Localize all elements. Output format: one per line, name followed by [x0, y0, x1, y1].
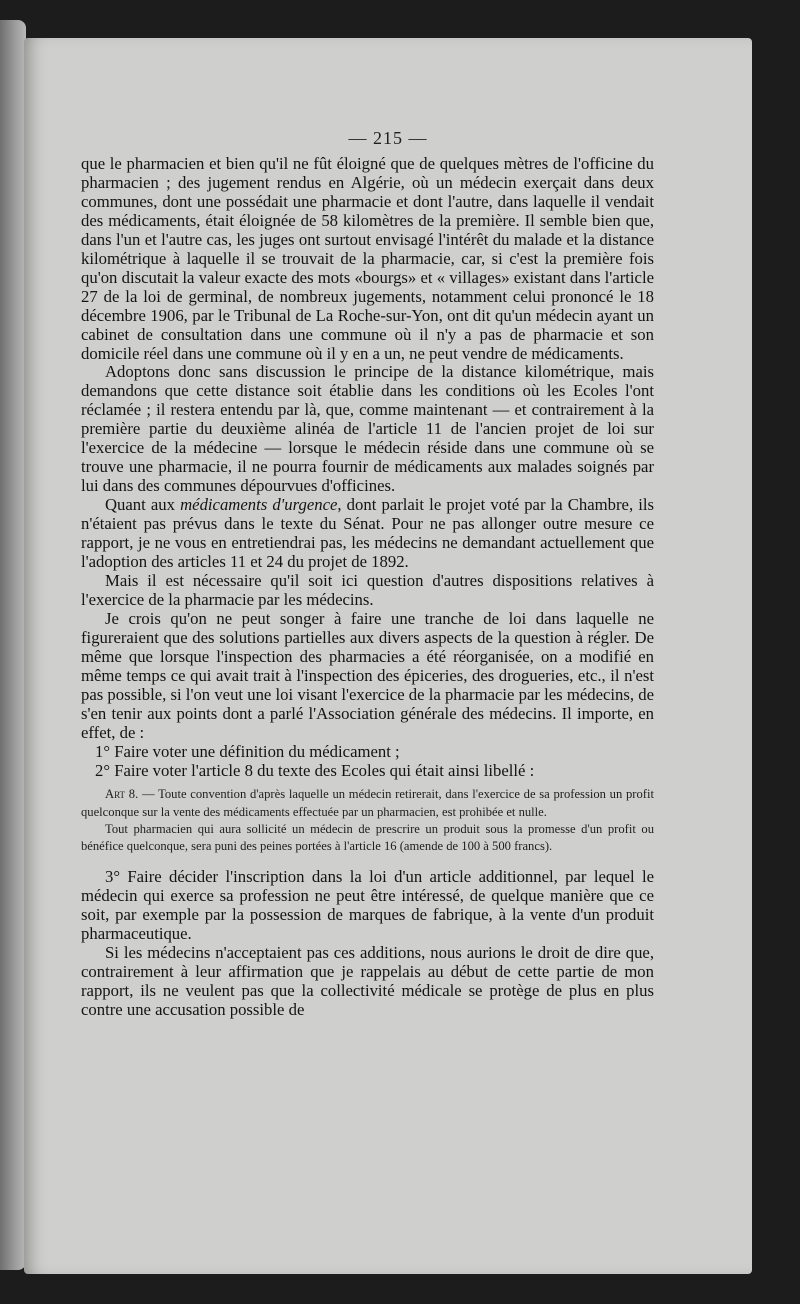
- list-item-1: 1° Faire voter une définition du médicament ;: [95, 741, 400, 761]
- article-8-label: Art 8.: [105, 787, 139, 802]
- paragraph-6: Si les médecins n'acceptaient pas ces additions, nous aurions le droit de dire que, contrairement à leur affirmation que je rappelais au début de cette partie de mon rapport, ils ne veulent pas que la collectivité médicale se protège de plus en plus contre une accusation possible de: [81, 943, 654, 1019]
- book-page: [24, 38, 752, 1274]
- article-8-quote: [81, 786, 654, 820]
- paragraph-2: Adoptons donc sans discussion le principe de la distance kilométrique, mais demandons que cette distance soit établie dans les conditions où les Ecoles l'ont réclamée ; il restera entendu par là, que, comme maintenant — et contrairement à la première partie du deuxième alinéa de l'article 11 de l'ancien projet de loi sur l'exercice de la médecine — lorsque le médecin réside dans une commune où se trouve une pharmacie, il ne pourra fournir de médicaments aux malades soignés par lui dans des communes dépourvues d'officines.: [81, 362, 654, 496]
- emphasis-medicaments-urgence: médicaments d'urgence: [180, 495, 338, 515]
- article-8-text: — Toute convention d'après laquelle un médecin retirerait, dans l'exercice de sa profession un profit quelconque sur la vente des médicaments effectuée par un pharmacien, est prohibée et nulle.: [81, 787, 654, 819]
- paragraph-3-start: Quant aux: [105, 495, 181, 515]
- page-number: — 215 —: [348, 128, 428, 148]
- paragraph-5: Je crois qu'on ne peut songer à faire une tranche de loi dans laquelle ne figureraient que des solutions partielles aux divers aspects de la question à régler. De même que lorsque l'inspection des pharmacies a été réorganisée, on a modifié en même temps ce qui avait trait à l'inspection des épiceries, des drogueries, etc., il n'est pas possible, si l'on veut une loi visant l'exercice de la pharmacie par les médecins, de s'en tenir aux points dont a parlé l'Association générale des médecins. Il importe, en effet, de :: [81, 608, 654, 742]
- paragraph-1: que le pharmacien et bien qu'il ne fût éloigné que de quelques mètres de l'officine du pharmacien ; des jugement rendus en Algérie, où un médecin exerçait dans deux communes, dont une possédait une pharmacie et dont l'autre, dans laquelle il vendait des médicaments, était éloignée de 58 kilomètres de la première. Il semble bien que, dans l'un et l'autre cas, les juges ont surtout envisagé l'intérêt du malade et la distance kilométrique à laquelle il se trouvait de la pharmacie, car, si c'est la première fois qu'on discutait la valeur exacte des mots «bourgs» et « villages» existant dans l'article 27 de la loi de germinal, de nombreux jugements, notamment celui prononcé le 18 décembre 1906, par le Tribunal de La Roche-sur-Yon, ont dit qu'un médecin ayant un cabinet de consultation dans une commune où il n'y a pas de pharmacie et son domicile réel dans une commune où il y en a un, ne peut vendre de médicaments.: [81, 154, 654, 363]
- previous-page-edge: [0, 20, 26, 1270]
- list-item-3: 3° Faire décider l'inscription dans la loi d'un article additionnel, par lequel le médecin qui exerce sa profession ne peut être intéressé, de quelque manière que ce soit, par exemple par la possession de marques de fabrique, à la vente d'un produit pharmaceutique.: [81, 867, 654, 944]
- paragraph-3-end: , dont parlait le projet voté par la Chambre, ils n'étaient pas prévus dans le texte du Sénat. Pour ne pas allonger outre mesure ce rapport, je ne vous en entretiendrai pas, les médecins ne demandant actuellement que l'adoption des articles 11 et 24 du projet de 1892.: [81, 495, 654, 572]
- paragraph-4: Mais il est nécessaire qu'il soit ici question d'autres dispositions relatives à l'exercice de la pharmacie par les médecins.: [81, 570, 654, 609]
- paragraph-3: [81, 496, 654, 572]
- page-body: [81, 155, 654, 1020]
- list-item-2: 2° Faire voter l'article 8 du texte des Ecoles qui était ainsi libellé :: [95, 760, 535, 780]
- article-8-quote-2: Tout pharmacien qui aura sollicité un médecin de prescrire un produit sous la promesse d'un profit ou bénéfice quelconque, sera puni des peines portées à l'article 16 (amende de 100 à 500 francs).: [81, 821, 654, 854]
